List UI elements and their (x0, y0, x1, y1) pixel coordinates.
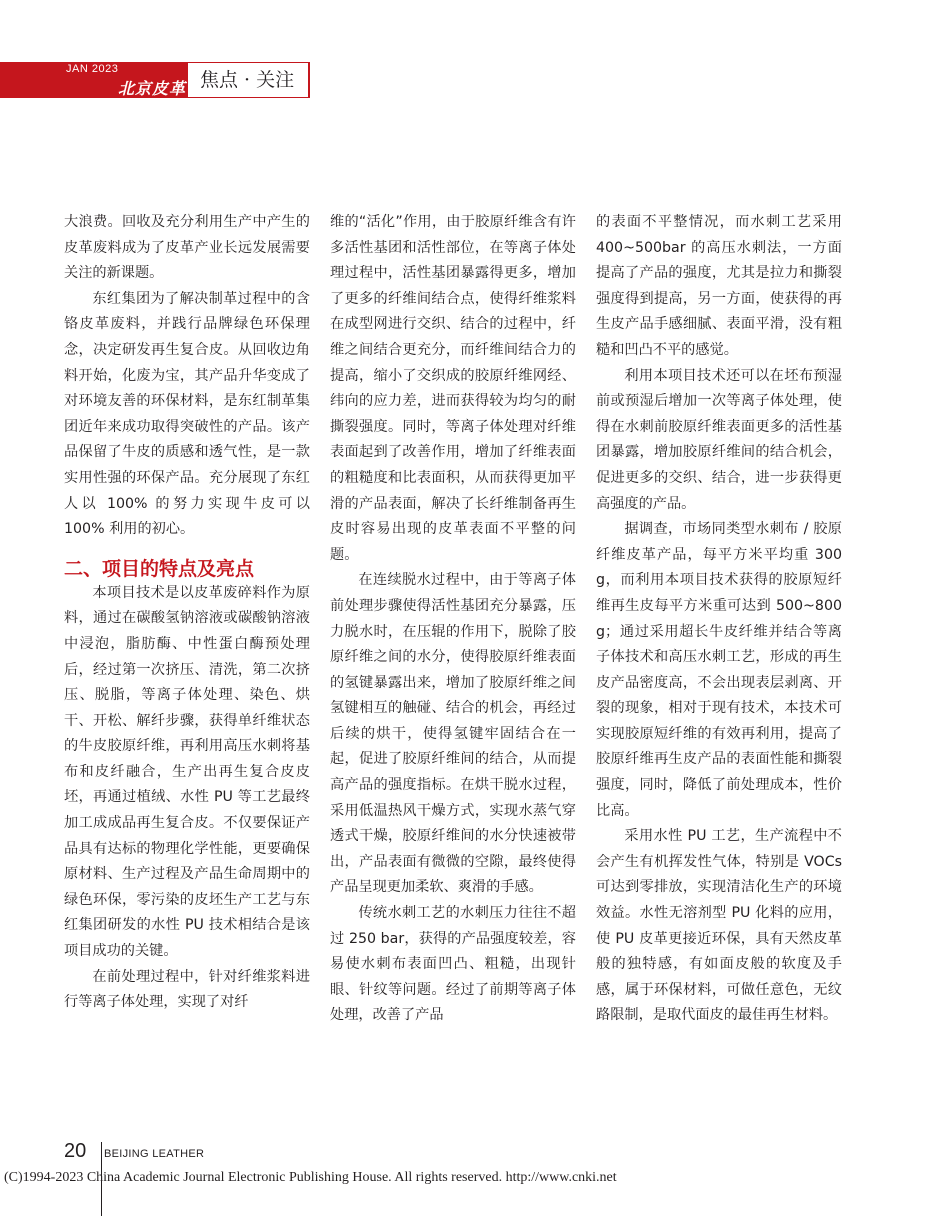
paragraph: 的表面不平整情况，而水刺工艺采用 400~500bar 的高压水刺法，一方面提高了产品的强度，尤其是拉力和撕裂强度得到提高，另一方面，使获得的再生皮产品手感细腻、表面平滑，没有粗糙和凹凸不平的感觉。 (596, 214, 842, 358)
paragraph: 采用水性 PU 工艺，生产流程中不会产生有机挥发性气体，特别是 VOCs 可达到零排放，实现清洁化生产的环境效益。水性无溶剂型 PU 化料的应用，使 PU 皮革更接近环保，具有天然皮革般的独特感，有如面皮般的软度及手感，属于环保材料，可做任意色，无纹路限制，是取代面皮的最佳再生材料。 (596, 828, 842, 1024)
page-number: 20 (64, 1140, 87, 1162)
paragraph: 在连续脱水过程中，由于等离子体前处理步骤使得活性基团充分暴露，压力脱水时，在压辊的作用下，脱除了胶原纤维之间的水分，使得胶原纤维表面的氢键暴露出来，增加了胶原纤维之间氢键相互的触碰、结合的机会，再经过后续的烘干，使得氢键牢固结合在一起，促进了胶原纤维间的结合，从而提高产品的强度指标。在烘干脱水过程，采用低温热风干燥方式，实现水蒸气穿透式干燥，胶原纤维间的水分快速被带出，产品表面有微微的空隙，最终使得产品呈现更加柔软、爽滑的手感。 (330, 572, 576, 896)
section-title: 焦点 · 关注 (188, 63, 308, 97)
paragraph: 据调查，市场同类型水刺布 / 胶原纤维皮革产品，每平方米平均重 300 g，而利用本项目技术获得的胶原短纤维再生皮每平方米重可达到 500~800 g；通过采用超长牛皮纤维并结合等离子体技术和高压水刺工艺，形成的再生皮产品密度高，不会出现表层剥离、开裂的现象，相对于现有技术，本技术可实现胶原短纤维的有效再利用，提高了胶原纤维再生皮产品的表面性能和撕裂强度，同时，降低了前处理成本，性价比高。 (596, 521, 842, 819)
text-column-3 (596, 210, 842, 1029)
footer-brand: BEIJING LEATHER (104, 1148, 205, 1160)
paragraph: 东红集团为了解决制革过程中的含铬皮革废料，并践行品牌绿色环保理念，决定研发再生复合皮。从回收边角料开始，化废为宝，其产品升华变成了对环境友善的环保材料，是东红制革集团近年来成功取得突破性的产品。该产品保留了牛皮的质感和透气性，是一款实用性强的环保产品。充分展现了东红人以 100% 的努力实现牛皮可以 100% 利用的初心。 (64, 290, 310, 538)
paragraph: 传统水刺工艺的水刺压力往往不超过 250 bar，获得的产品强度较差，容易使水刺布表面凹凸、粗糙，出现针眼、针纹等问题。经过了前期等离子体处理，改善了产品 (330, 905, 576, 1024)
magazine-logo: 北京皮革 (118, 79, 187, 98)
issue-date: JAN 2023 (66, 63, 119, 75)
paragraph: 利用本项目技术还可以在坯布预湿前或预湿后增加一次等离子体处理，使得在水刺前胶原纤维表面更多的活性基团暴露，增加胶原纤维间的结合机会，促进更多的交织、结合，进一步获得更高强度的产品。 (596, 367, 842, 512)
section-heading: 二、项目的特点及亮点 (64, 557, 255, 580)
text-column-1 (64, 210, 310, 1016)
paragraph: 大浪费。回收及充分利用生产中产生的皮革废料成为了皮革产业长远发展需要关注的新课题。 (64, 214, 310, 282)
paragraph: 在前处理过程中，针对纤维浆料进行等离子体处理，实现了对纤 (64, 968, 310, 1011)
copyright-notice: (C)1994-2023 China Academic Journal Electronic Publishing House. All rights reserved. http://www.cnki.net (4, 1170, 617, 1185)
text-column-2 (330, 210, 576, 1029)
paragraph: 维的“活化”作用，由于胶原纤维含有许多活性基团和活性部位，在等离子体处理过程中，活性基团暴露得更多，增加了更多的纤维间结合点，使得纤维浆料在成型网进行交织、结合的过程中，纤维之间结合更充分，而纤维间结合力的提高，缩小了交织成的胶原纤维网经、纬向的应力差，进而获得较为均匀的耐撕裂强度。同时，等离子体处理对纤维表面起到了改善作用，增加了纤维表面的粗糙度和比表面积，从而获得更加平滑的产品表面，解决了长纤维制备再生皮时容易出现的皮革表面不平整的问题。 (330, 214, 576, 563)
paragraph: 本项目技术是以皮革废碎料作为原料，通过在碳酸氢钠溶液或碳酸钠溶液中浸泡，脂肪酶、中性蛋白酶预处理后，经过第一次挤压、清洗，第二次挤压、脱脂，等离子体处理、染色、烘干、开松、解纤步骤，获得单纤维状态的牛皮胶原纤维，再利用高压水刺将基布和皮纤融合，生产出再生复合皮皮坯，再通过植绒、水性 PU 等工艺最终加工成成品再生复合皮。不仅要保证产品具有达标的物理化学性能，更要确保原材料、生产过程及产品生命周期中的绿色环保，零污染的皮坯生产工艺与东红集团研发的水性 PU 技术相结合是该项目成功的关键。 (64, 584, 310, 960)
